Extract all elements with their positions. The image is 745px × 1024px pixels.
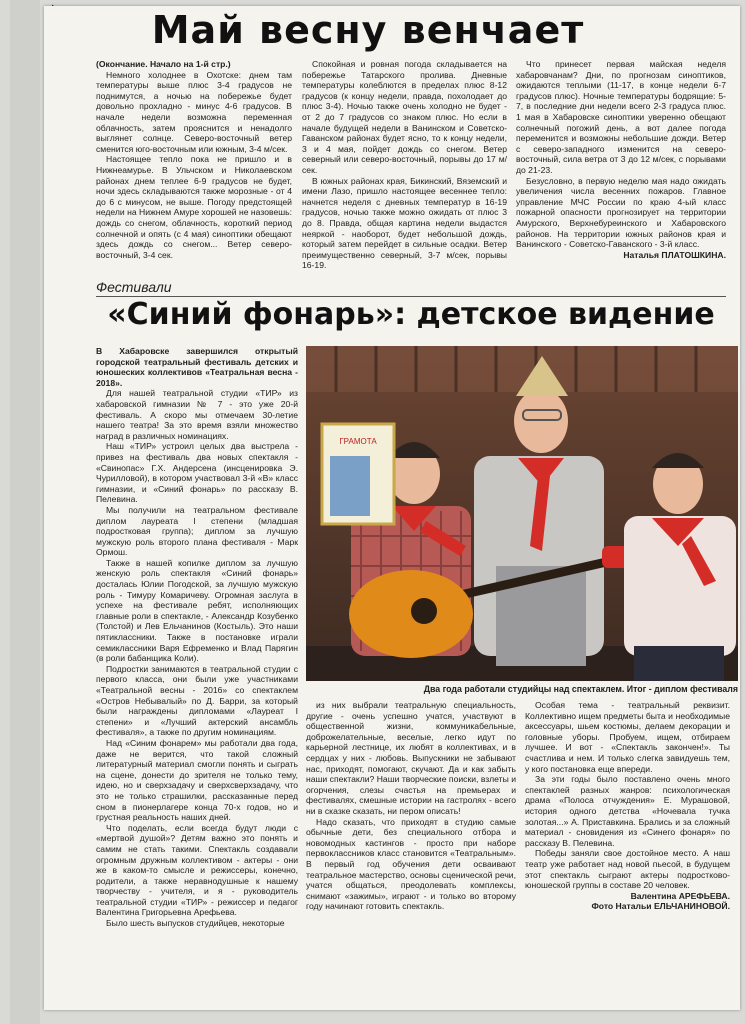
- festival-column-3: [525, 700, 730, 950]
- paragraph: Также в нашей копилке диплом за лучшую женскую роль спектакля «Синий фонарь» досталась Юлии Погодской, за лучшую мужскую роль - Тимуру Комаричеву. Огромная заслуга в успехе на фестивале ребят, исполняющих главные роли в спектакле, - Александр Козубенко (Толстой) и Лев Ельчанинов (Костыль). Это наши пятиклассники. Также в постановке играли семиклассники Варя Ефременко и Влад Парягин (в роли бабанщика Коли).: [96, 557, 298, 664]
- lead-paragraph: В Хабаровске завершился открытый городской театральный фестиваль детских и юношеских коллективов «Театральная весна - 2018».: [96, 346, 298, 388]
- diploma-label: ГРАМОТА: [339, 437, 377, 446]
- lead-paragraph: (Окончание. Начало на 1-й стр.): [96, 59, 231, 69]
- paragraph: Победы заняли свое достойное место. А наш театр уже работает над новой пьесой, в будущем этот спектакль сыграют актеры подростково-юношеской группы в составе 20 человек.: [525, 848, 730, 891]
- paragraph: Что принесет первая майская неделя хабаровчанам? Дни, по прогнозам синоптиков, ожидаются теплыми (11-17, в конце недели 6-7 градусов плюс). Ночные температуры бодрящие: 5-7, в последние дни недели всего 2-3 градуса плюс. 1 мая в Хабаровске синоптики уверенно обещают солнечный погожий день, а вот далее погода переменится и возможны небольшие дожди. Ветер с северо-западного изменится на северо-восточный, сила ветра от 3 до 12 м/сек, с порывами до 21-23.: [516, 59, 726, 175]
- festival-column-2: [306, 700, 516, 950]
- photo-caption: Два года работали студийцы над спектаклем. Итог - диплом фестиваля: [423, 684, 738, 694]
- signature: Наталья ПЛАТОШКИНА.: [623, 249, 726, 260]
- diploma: [322, 424, 394, 524]
- spring-column-1: [96, 59, 292, 277]
- festival-column-1: [96, 346, 298, 944]
- paragraph: Надо сказать, что приходят в студию самые обычные дети, без специального отбора и новомодных кастингов - просто при наборе первоклассников класс становится «Театральным». В первый год обучения дети осваивают театральное мастерство, основы сценической речи, учатся общаться, преодолевать комплексы, снимают «зажимы», играют - и только во второму году начинают готовить спектакль.: [306, 816, 516, 912]
- paragraph: Над «Синим фонарем» мы работали два года, даже не верится, что такой сложный литературный материал смогли понять и сыграть на сцене, донести до зрителя не только тему, идею, но и сверхзадачу и сверхсверхзадачу, что это не только страшилки, рассказанные перед сном в пионерлагере конца 70-х годов, но и грустная реальность наших дней.: [96, 737, 298, 823]
- paragraph: Мы получили на театральном фестивале диплом лауреата I степени (младшая подростковая группа); диплом за лучшую мужскую роль второго плана фестиваля - Марк Ормош.: [96, 504, 298, 558]
- paragraph: Было шесть выпусков студийцев, некоторые: [106, 918, 285, 929]
- paragraph: За эти годы было поставлено очень много спектаклей разных жанров: психологическая драма «Полоса отчуждения» Е. Мурашовой, история одного детства «Ночевала тучка золотая...» А. Приставкина. Брались и за сложный материал - сновидения из «Синего фонаря» по рассказу В. Пелевина.: [525, 774, 730, 848]
- spring-column-2: [302, 59, 507, 277]
- scan-margin: [10, 0, 40, 1024]
- paragraph: Подростки занимаются в театральной студии с первого класса, они были уже участниками «Театральной весны - 2016» со спектаклем «Остров Небывалый» по Д. Барри, за который были награждены дипломами «Лауреат I степени» и «Лучший актерский ансамбль фестиваля», а также по другим номинациям.: [96, 663, 298, 738]
- photo-illustration: [306, 346, 738, 681]
- festival-photo: [306, 346, 738, 681]
- spring-headline: Май весну венчает: [151, 8, 585, 52]
- paragraph: Что поделать, если всегда будут люди с «мертвой душой»? Детям важно это понять и самим не стать такими. Спектакль создавали огромным дружным коллективом - актеры - они же в каком-то смысле и режиссеры, конечно, родители, а также неравнодушные к нашему творчеству - учителя, и я - руководитель театральной студии «ТИР» - режиссер и педагог Валентина Григорьевна Арефьева.: [96, 822, 298, 918]
- paragraph: Безусловно, в первую неделю мая надо ожидать увеличения числа весенних пожаров. Главное управление МЧС России по краю 4-ый класс пожарной опасности прогнозирует на территории Амурского, Верхнебуреинского и Хабаровского районов. На территории южных районов края и Ванинского - Советско-Гаванского - 3-й класс.: [516, 175, 726, 250]
- spring-column-3: [516, 59, 726, 277]
- paragraph: Для нашей театральной студии «ТИР» из хабаровской гимназии № 7 - это уже 20-й фестиваль. А скоро мы отмечаем 30-летие нашего театра! За это время взяли множество наград в различных номинациях.: [96, 388, 298, 441]
- paragraph: Особая тема - театральный реквизит. Коллективно ищем предметы быта и необходимые аксессуары, шьем костюмы, делаем декорации и головные уборы. Пробуем, ищем, отбираем лучшее. И вот - «Спектакль закончен!». Ты счастлива и нем. И только слегка завидуешь тем, у кого постановка еще впереди.: [525, 700, 730, 774]
- paragraph: Спокойная и ровная погода складывается на побережье Татарского пролива. Дневные температуры колеблются в пределах плюс 8-12 градусов (к концу недели, правда, похолодает до плюс 3-4). Ночью также очень холодно не будет - от 2 до 7 градусов со знаком плюс. Но если в начале будущей недели в Ванинском и Советско-Гаванском районах будет ясно, то к концу недели, 3 и 4 мая, пойдет дождь со снегом. Ветер северный или северо-восточный, порывы до 17 м/сек.: [302, 59, 507, 175]
- paragraph: Немного холоднее в Охотске: днем там температуры выше плюс 3-4 градусов не поднимутся, а ночью на побережье будет довольно прохладно - минус 4-6 градусов. В начале недели возможна переменная облачность, затем прояснится и ненадолго выглянет солнце. Северо-восточный ветер сменится юго-восточным или южным, 3-4 м/сек.: [96, 69, 292, 154]
- paragraph: Наш «ТИР» устроил целых два выстрела - привез на фестиваль два новых спектакля - «Свинопас» Г.Х. Андерсена (инсценировка Э. Чурилловой), в котором участвовал 3-й «В» класс гимназии, и «Синий фонарь» по рассказу В. Пелевина.: [96, 441, 298, 505]
- signature: Валентина АРЕФЬЕВА.: [630, 890, 730, 901]
- paragraph: из них выбрали театральную специальность, другие - очень успешно учатся, участвуют в общественной жизни, коммуникабельные, доброжелательные, веселые, легко идут по карьерной лестнице, их любят в коллективах, и в сердцах у них - любовь. Выпускники не забывают нас, приходят, помогают, скучают. Да и как забыть наши спектакли? Наши творческие поиски, взлеты и огорчения, слезы счастья на премьерах и фестивалях, смешные истории на гастролях - всего ни в сказке сказать, ни пером описать!: [306, 700, 516, 816]
- festival-headline: «Синий фонарь»: детское видение: [107, 297, 715, 332]
- paragraph: В южных районах края, Бикинский, Вяземский и имени Лазо, пришло настоящее весеннее тепло: начнется неделя с дневных температур в 16-19 градусов, ночью также можно ожидать от плюс 3 до 8. Правда, общая картина недели выдастся неяркой - наоборот, будет небольшой дождь, который затем перейдет в сильные осадки. Ветер преимущественно северный, 3-7 м/сек, порывы 16-19.: [302, 175, 507, 271]
- paragraph: Настоящее тепло пока не пришло и в Нижнеамурье. В Ульчском и Николаевском районах днем теплее 6-9 градусов не будет, ночи здесь складываются также морозные - от 4 до 6 с минусом, не выше. Погоду предстоящей недели на Нижнем Амуре хорошей не назовешь: дождь со снегом, облачность, короткий период солнечной и опять (с 4 мая) синоптики обещают здесь дождь со снегом... Ветер северо-восточный, 3-4 сек.: [96, 154, 292, 260]
- signature: Фото Натальи ЕЛЬЧАНИНОВОЙ.: [591, 901, 730, 912]
- section-rubric: Фестивали: [96, 279, 172, 295]
